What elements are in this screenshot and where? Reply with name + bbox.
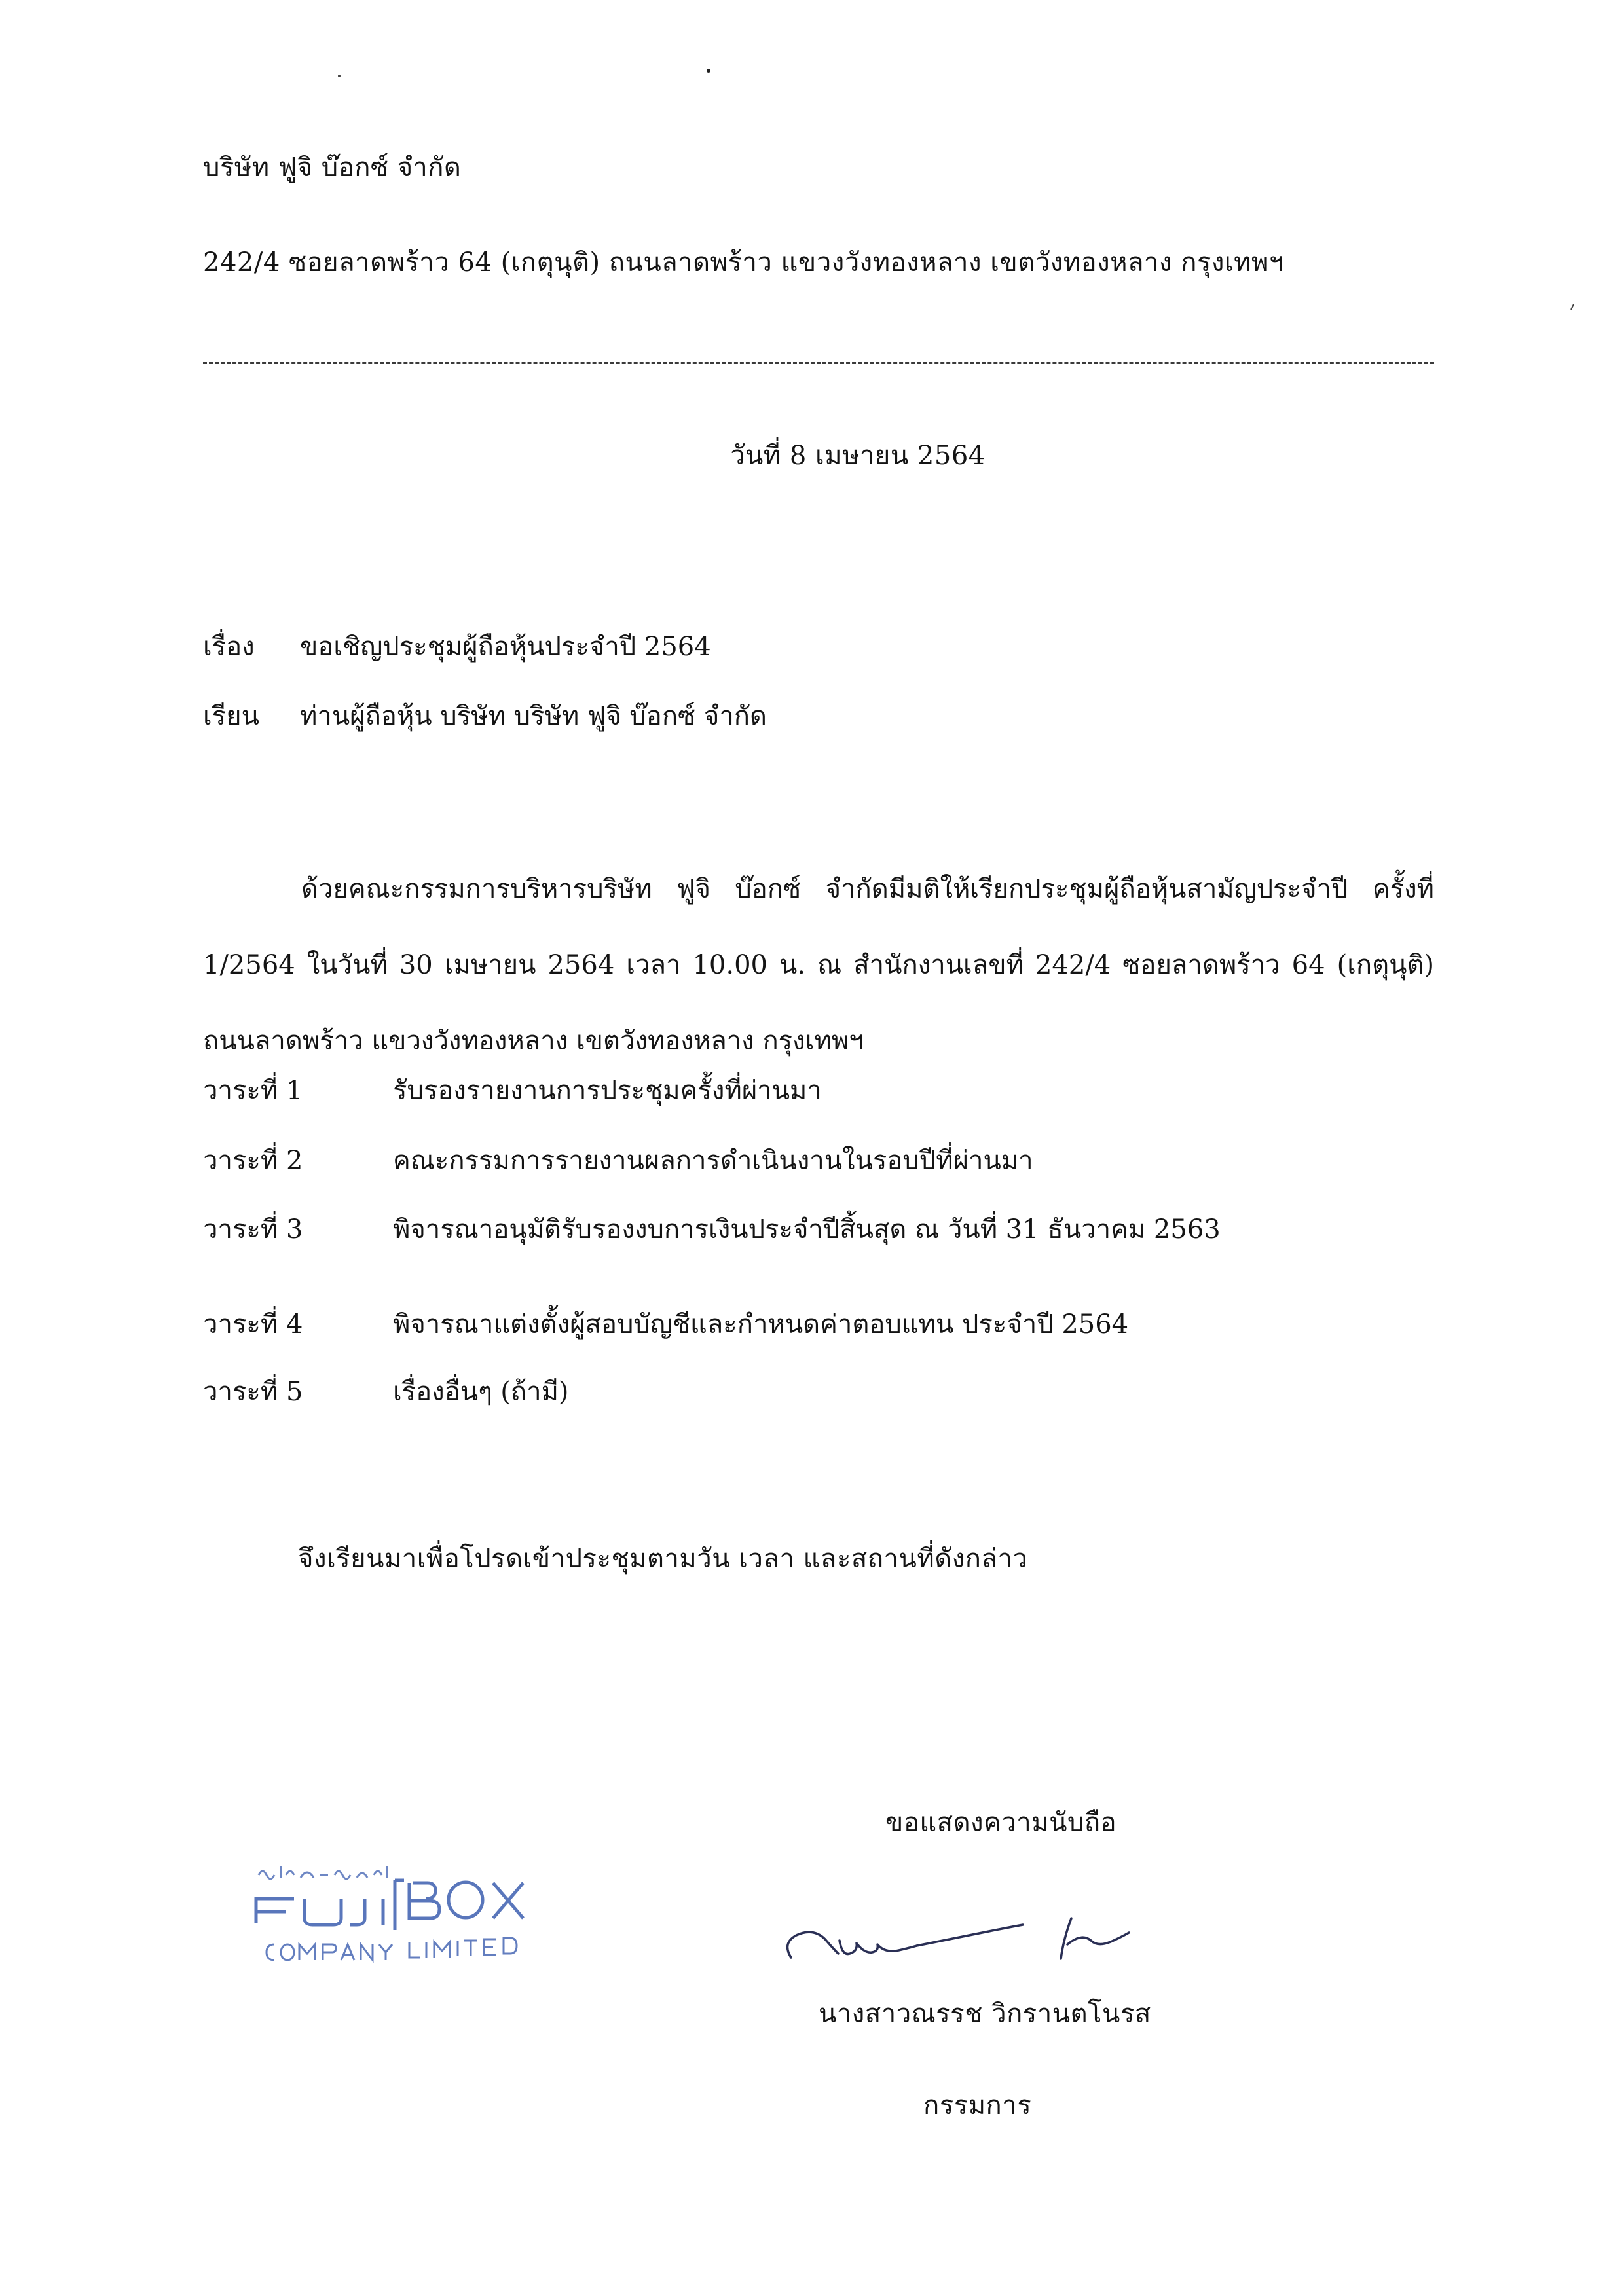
subject-text: ขอเชิญประชุมผู้ถือหุ้นประจำปี 2564 — [300, 632, 711, 662]
company-name: บริษัท ฟูจิ บ๊อกซ์ จำกัด — [203, 153, 462, 183]
agenda-item — [203, 1307, 1447, 1347]
company-stamp — [252, 1858, 645, 1976]
agenda-number: วาระที่ 5 — [203, 1377, 303, 1407]
agenda-item — [203, 1375, 1447, 1414]
subject-label: เรื่อง — [203, 632, 255, 662]
agenda-number: วาระที่ 2 — [203, 1146, 303, 1176]
signer-title: กรรมการ — [923, 2090, 1032, 2121]
agenda-item — [203, 1074, 1447, 1113]
agenda-item — [203, 1144, 1447, 1183]
agenda-text: พิจารณาอนุมัติรับรองงบการเงินประจำปีสิ้นสุด ณ วันที่ 31 ธันวาคม 2563 — [393, 1214, 1221, 1245]
letter-date: วันที่ 8 เมษายน 2564 — [730, 441, 986, 471]
closing-paragraph: จึงเรียนมาเพื่อโปรดเข้าประชุมตามวัน เวลา และสถานที่ดังกล่าว — [298, 1544, 1028, 1574]
agenda-item — [203, 1212, 1447, 1252]
agenda-number: วาระที่ 4 — [203, 1309, 303, 1339]
agenda-number: วาระที่ 3 — [203, 1214, 303, 1245]
agenda-text: รับรองรายงานการประชุมครั้งที่ผ่านมา — [393, 1076, 822, 1106]
recipient-label: เรียน — [203, 701, 259, 731]
agenda-number: วาระที่ 1 — [203, 1076, 303, 1106]
agenda-text: เรื่องอื่นๆ (ถ้ามี) — [393, 1377, 569, 1407]
recipient-text: ท่านผู้ถือหุ้น บริษัท บริษัท ฟูจิ บ๊อกซ์ จำกัด — [300, 701, 767, 731]
agenda-text: คณะกรรมการรายงานผลการดำเนินงานในรอบปีที่ผ่านมา — [393, 1146, 1033, 1176]
signature — [779, 1905, 1205, 1977]
header-divider — [203, 362, 1434, 364]
agenda-text: พิจารณาแต่งตั้งผู้สอบบัญชีและกำหนดค่าตอบแทน ประจำปี 2564 — [393, 1309, 1129, 1339]
company-address: 242/4 ซอยลาดพร้าว 64 (เกตุนุติ) ถนนลาดพร้าว แขวงวังทองหลาง เขตวังทองหลาง กรุงเทพฯ — [203, 247, 1284, 278]
regards: ขอแสดงความนับถือ — [885, 1808, 1117, 1838]
body-paragraph: ด้วยคณะกรรมการบริหารบริษัท ฟูจิ บ๊อกซ์ จำกัดมีมติให้เรียกประชุมผู้ถือหุ้นสามัญประจำปี ครั้งที่ 1/2564 ในวันที่ 30 เมษายน 2564 เวลา 10.00 น. ณ สำนักงานเลขที่ 242/4 ซอยลาดพร้าว 64 (เกตุนุติ) ถนนลาดพร้าว แขวงวังทองหลาง เขตวังทองหลาง กรุงเทพฯ — [203, 874, 1434, 1056]
signer-name: นางสาวณรรช วิกรานตโนรส — [819, 1999, 1151, 2029]
